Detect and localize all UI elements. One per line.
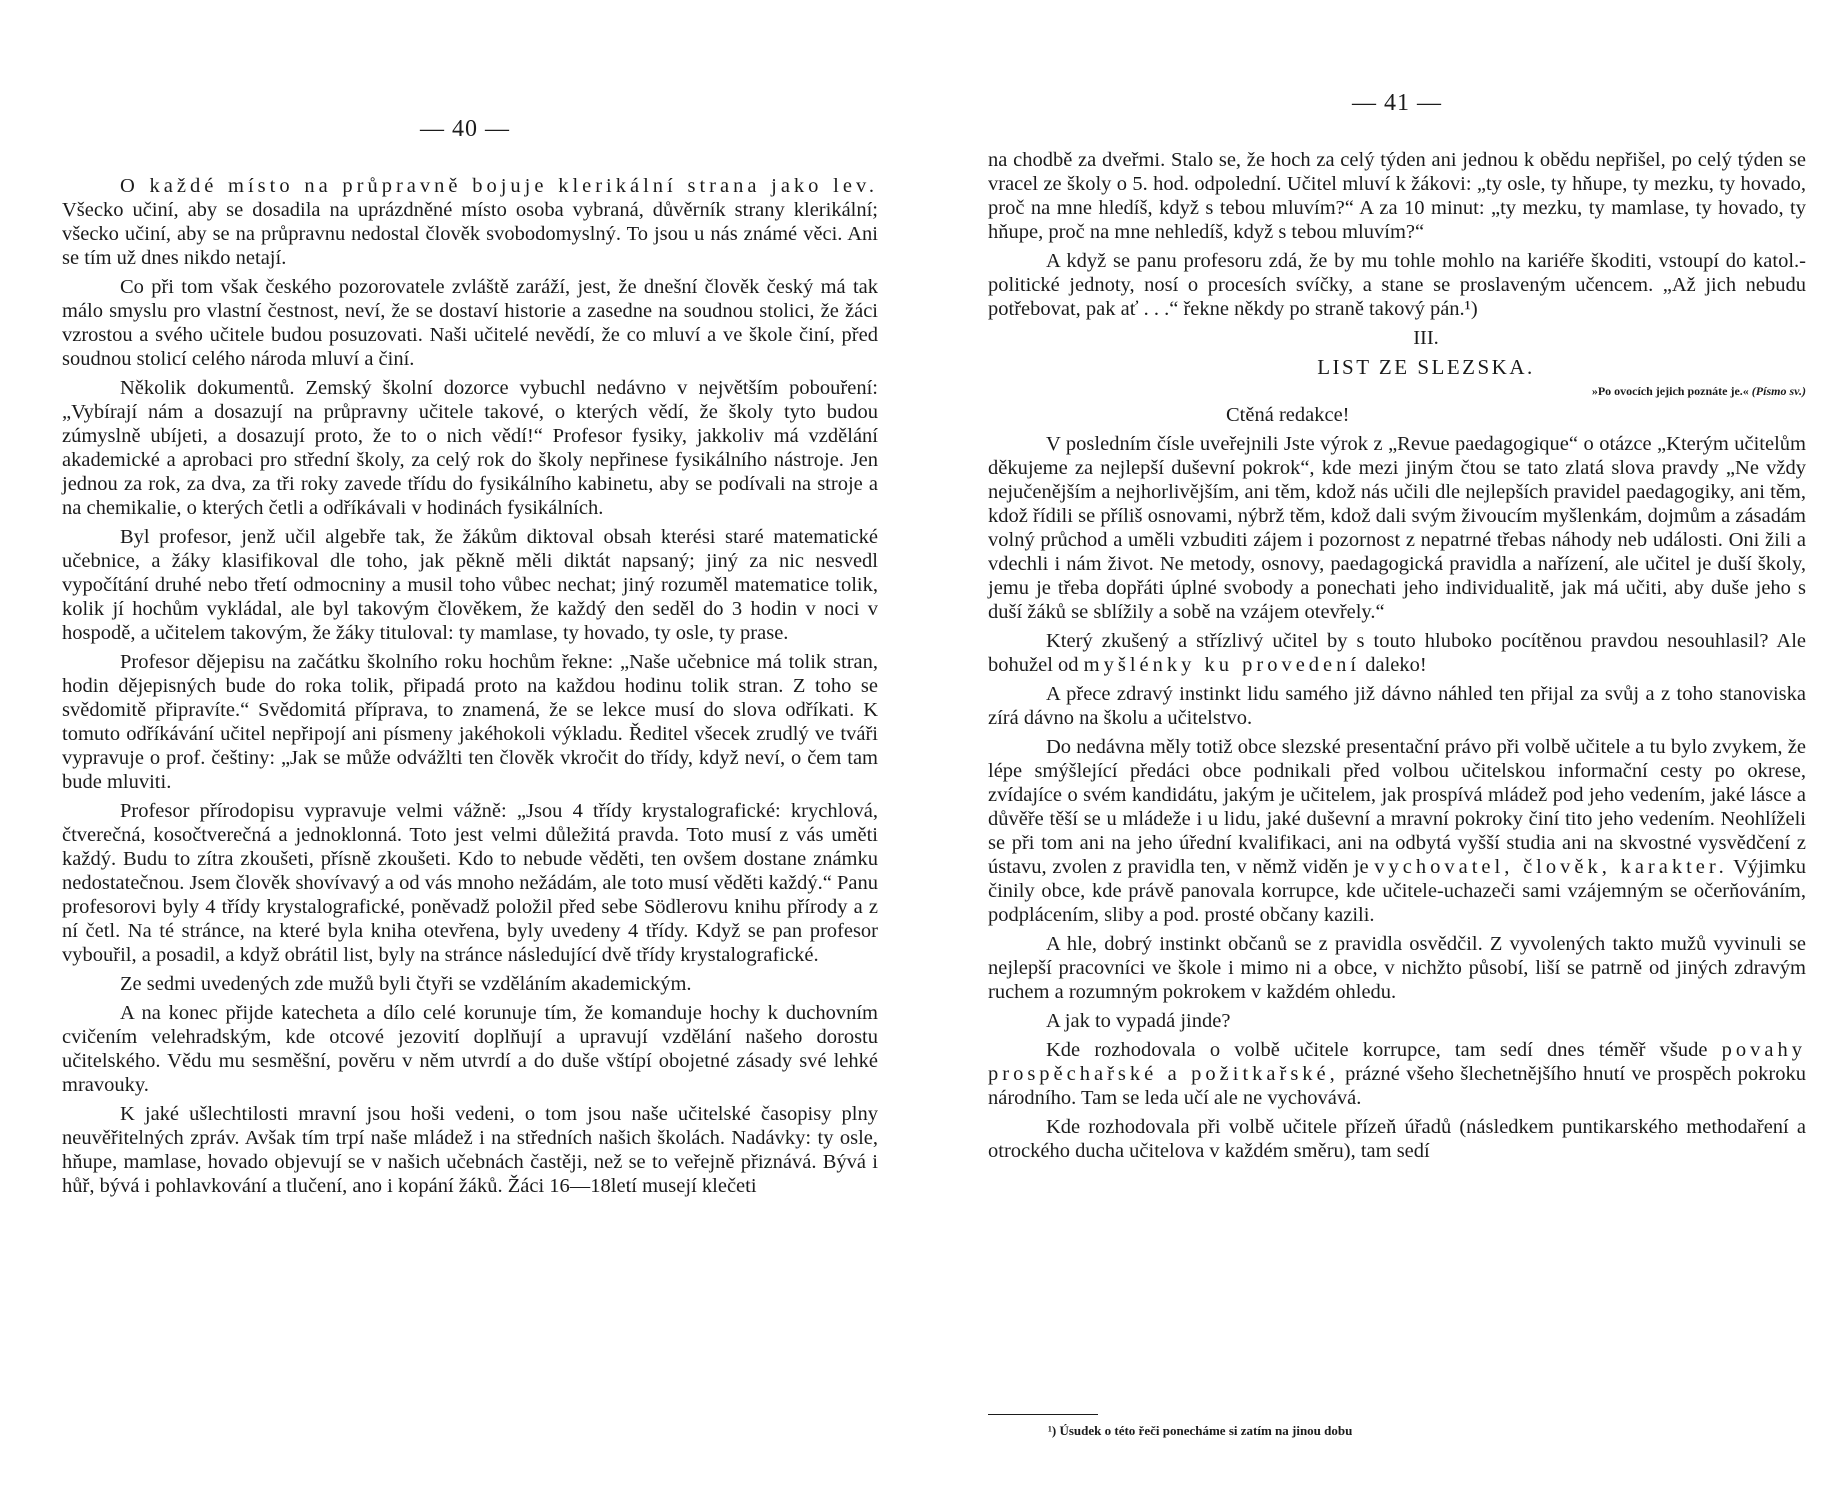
paragraph: A jak to vypadá jinde? [1046, 1010, 1231, 1032]
salutation: Ctěná redakce! [1226, 404, 1350, 426]
paragraph: V posledním čísle uveřejnili Jste výrok z „Revue paedagogique“ o otázce „Kterým učitelům děkujeme za nejlepší duševní pokrok“, kde mezi jiným čtou se tato zlatá slova pravdy „Ne vždy nejučenějším a nejhorlivějším, ani těm, kdož nás učili dle nejlepších pravidel paedagogiky, ani těm, kdož řídili se příliš osnovami, nýbrž těm, kdož dali svým živoucím myšlenkám, dojmům a zásadám volný průchod a uměli vzbuditi zájem i pozornost z nepatrné třebas náhody neb události. Oni žili a vdechli i nám život. Ne metody, osnovy, paedagogická pravidla a nařízení, ale učitel je duší školy, jemu je třeba dopřáti úplné svobody a ponechati jeho individualitě, jak má učiti, aby duše jeho s duší žáků se sblížily a sobě na vzájem otevřely.“ [988, 433, 1806, 623]
footnote: ¹) Úsudek o této řeči ponecháme si zatím na jinou dobu [1048, 1423, 1353, 1438]
footnote-rule [988, 1414, 1098, 1415]
paragraph-text: Výjimku činily obce, kde právě panovala korrupce, kde učitele-uchazeči sami vzájemným se očerňováním, podplácením, sliby a pod. prosté občany kazili. [988, 856, 1806, 926]
motto-text: »Po ovocích jejich poznáte je.« [1591, 384, 1752, 398]
page-number: — 41 — [1352, 90, 1442, 116]
right-page [922, 0, 1844, 1500]
paragraph: A když se panu profesoru zdá, že by mu tohle mohlo na kariéře škoditi, vstoupí do katol.-politické jednoty, nosí o procesích svíčky, a stane se proslaveným učencem. „Až jich nebudu potřebovat, pak ať . . .“ řekne někdy po straně takový pán.¹) [988, 250, 1806, 320]
paragraph: A přece zdravý instinkt lidu samého již dávno náhled ten přijal za svůj a z toho stanoviska zírá dávno na školu a učitelstvo. [988, 683, 1806, 729]
spaced-text: myšlénky ku provedení [1083, 654, 1361, 676]
left-text-column [62, 174, 878, 1203]
paragraph [988, 629, 1806, 677]
paragraph-text: Kde rozhodovala o volbě učitele korrupce, tam sedí dnes téměř všude [1046, 1039, 1722, 1061]
right-text-column [988, 148, 1806, 1168]
paragraph: Kde rozhodovala při volbě učitele přízeň úřadů (následkem puntikarského methodaření a otrockého ducha učitelova v každém směru), tam sedí [988, 1116, 1806, 1162]
paragraph: A hle, dobrý instinkt občanů se z pravidla osvědčil. Z vyvolených takto mužů vyvinuli se nejlepší pracovníci ve škole i mimo ni a obce, v nichžto působí, liší se patrně od jiných zdravým ruchem a rozumným pokrokem v každém ohledu. [988, 933, 1806, 1003]
paragraph-text: Který zkušený a střízlivý učitel by s touto hluboko pocítěnou pravdou nesouhlasil? Ale bohužel od [988, 630, 1806, 676]
paragraph-text: prázné všeho šlechetnějšího hnutí ve prospěch pokroku národního. Tam se leda učí ale ne vychovává. [988, 1063, 1806, 1109]
paragraph: Byl profesor, jenž učil algebře tak, že žákům diktoval obsah kterési staré matematické učebnice, a žáky klasifikoval dle toho, jak pěkně měli diktát napsaný; jiný za nic nesvedl vypočítání druhé nebo třetí odmocniny a musil toho vůbec nechat; jiný rozuměl matematice tolik, kolik jí hochům vykládal, ale byl takovým člověkem, že každý den seděl do 3 hodin v noci v hospodě, a učitelem takovým, že žáky tituloval: ty mamlase, ty hovado, ty osle, ty prase. [62, 526, 878, 644]
paragraph [62, 174, 878, 270]
section-title: LIST ZE SLEZSKA. [1317, 355, 1535, 379]
section-number: III. [1413, 327, 1439, 349]
footnote-area [988, 1414, 1806, 1439]
paragraph-text: Všecko učiní, aby se dosadila na uprázdněné místo osoba vybraná, důvěrník strany klerikální; všecko učiní, aby se na průpravnu nedostal člověk svobodomyslný. To jsou u nás známé věci. Ani se tím už dnes nikdo netají. [62, 199, 878, 269]
spaced-text: O každé místo na průpravně bojuje klerikální strana jako lev. [120, 175, 878, 197]
paragraph: Profesor dějepisu na začátku školního roku hochům řekne: „Naše učebnice má tolik stran, hodin dějepisných bude do roka tolik, připadá proto na každou hodinu tolik stran. Z toho se svědomitě připravíte.“ Svědomitá příprava, to znamená, že se lekce musí do slova odříkati. K tomuto odříkávání učitel nepřipojí ani písmeny jakéhokoli výkladu. Ředitel všecek zrudlý ve tváři vypravuje o prof. češtiny: „Jak se může odvážlti ten člověk vkročit do třídy, když neví, o čem tam bude mluviti. [62, 651, 878, 793]
spaced-text: povahy prospěchařské a požitkařské, [988, 1039, 1806, 1085]
paragraph: na chodbě za dveřmi. Stalo se, že hoch za celý týden ani jednou k obědu nepřišel, po celý týden se vracel ze školy o 5. hod. odpolední. Učitel mluví k žákovi: „ty osle, ty hňupe, ty mezku, ty hovado, proč na mne hledíš, když s tebou mluvím?“ A za 10 minut: „ty mezku, ty mamlase, ty hovado, ty hňupe, proč na mne nehledíš, když s tebou mluvím?“ [988, 149, 1806, 243]
spaced-text: vychovatel, člověk, karakter. [1374, 856, 1728, 878]
paragraph [988, 1038, 1806, 1110]
paragraph-text: Do nedávna měly totiž obce slezské presentační právo při volbě učitele a tu bylo zvykem, že lépe smýšlející předáci obce podnikali před volbou učitelskou informační cesty po okrese, zvídajíce o svém kandidátu, jakým je učitelem, jak prospívá mládež pod jeho vedením, jaké lásce a důvěře těší se u mládeže i u lidu, jaké duševní a mravní pokroky činí tito jeho vedením. Neohlíželi se při tom ani na jeho úřední kvalifikaci, ani na odbytá vyšší studia ani na skvostné vysvědčení z ústavu, zvolen z pravidla ten, v němž viděn je [988, 736, 1806, 878]
page-number: — 40 — [420, 116, 510, 142]
paragraph: Několik dokumentů. Zemský školní dozorce vybuchl nedávno v největším pobouření: „Vybírají nám a dosazují na průpravny učitele takové, o kterých vědí, že školy tyto budou zúmyslně ubíjeti, a dosazují proto, že to o nich vědí!“ Profesor fysiky, jakkoliv má vzdělání akademické a aprobaci pro střední školy, za celý rok do školy nepřinese fysikálního nástroje. Jen jednou za rok, za dva, za tři roky zavede třídu do fysikálního kabinetu, aby se podívali na stroje a na chemikalie, o kterých četli a odříkávali v hodinách fysikálních. [62, 377, 878, 519]
motto [988, 384, 1806, 398]
motto-source: (Písmo sv.) [1751, 384, 1806, 398]
paragraph: A na konec přijde katecheta a dílo celé korunuje tím, že komanduje hochy k duchovním cvičením velehradským, kde otcové jezovití doplňují a upravují vzdělání našeho dorostu učitelského. Vědu mu sesměšní, pověru v něm utvrdí a do duše vštípí obojetné zásady své lehké mravouky. [62, 1002, 878, 1096]
paragraph [988, 735, 1806, 927]
paragraph: Co při tom však českého pozorovatele zvláště zaráží, jest, že dnešní člověk český má tak málo smyslu pro vlastní čestnost, neví, že se dostaví historie a zasedne na soudnou stolici, že žáci vzrostou a svého učitele budou posuzovati. Naši učitelé nevědí, že co mluví a ve škole činí, před soudnou stolicí celého národa mluví a činí. [62, 276, 878, 370]
paragraph: Ze sedmi uvedených zde mužů byli čtyři se vzděláním akademickým. [120, 973, 692, 995]
paragraph-text: daleko! [1360, 654, 1427, 676]
paragraph: K jaké ušlechtilosti mravní jsou hoši vedeni, o tom jsou naše učitelské časopisy plny neuvěřitelných zpráv. Avšak tím trpí naše mládež i na středních našich školách. Nadávky: ty osle, hňupe, mamlase, hovado objevují se v našich učebnách častěji, než se to veřejně přiznává. Bývá i hůř, bývá i pohlavkování a tlučení, ano i kopání žáků. Žáci 16—18letí musejí klečeti [62, 1103, 878, 1197]
paragraph: Profesor přírodopisu vypravuje velmi vážně: „Jsou 4 třídy krystalografické: krychlová, čtverečná, kosočtverečná a jednoklonná. Toto jest velmi důležitá pravda. Toto musí z vás uměti každý. Budu to zítra zkoušeti, přísně zkoušeti. Kdo to nebude věděti, ten ovšem dostane známku nedostatečnou. Jsem člověk shovívavý a od vás mnoho nežádám, ale toto musí věděti každý.“ Panu profesorovi byly 4 třídy krystalografické, poněvadž položil před sebe Södlerovu knihu přírody a z ní četl. Na té stránce, na které byla kniha otevřena, byly uvedeny 4 třídy. Když se pan profesor vybouřil, a posadil, a když obrátil list, byly na stránce následující dvě třídy krystalografické. [62, 800, 878, 966]
